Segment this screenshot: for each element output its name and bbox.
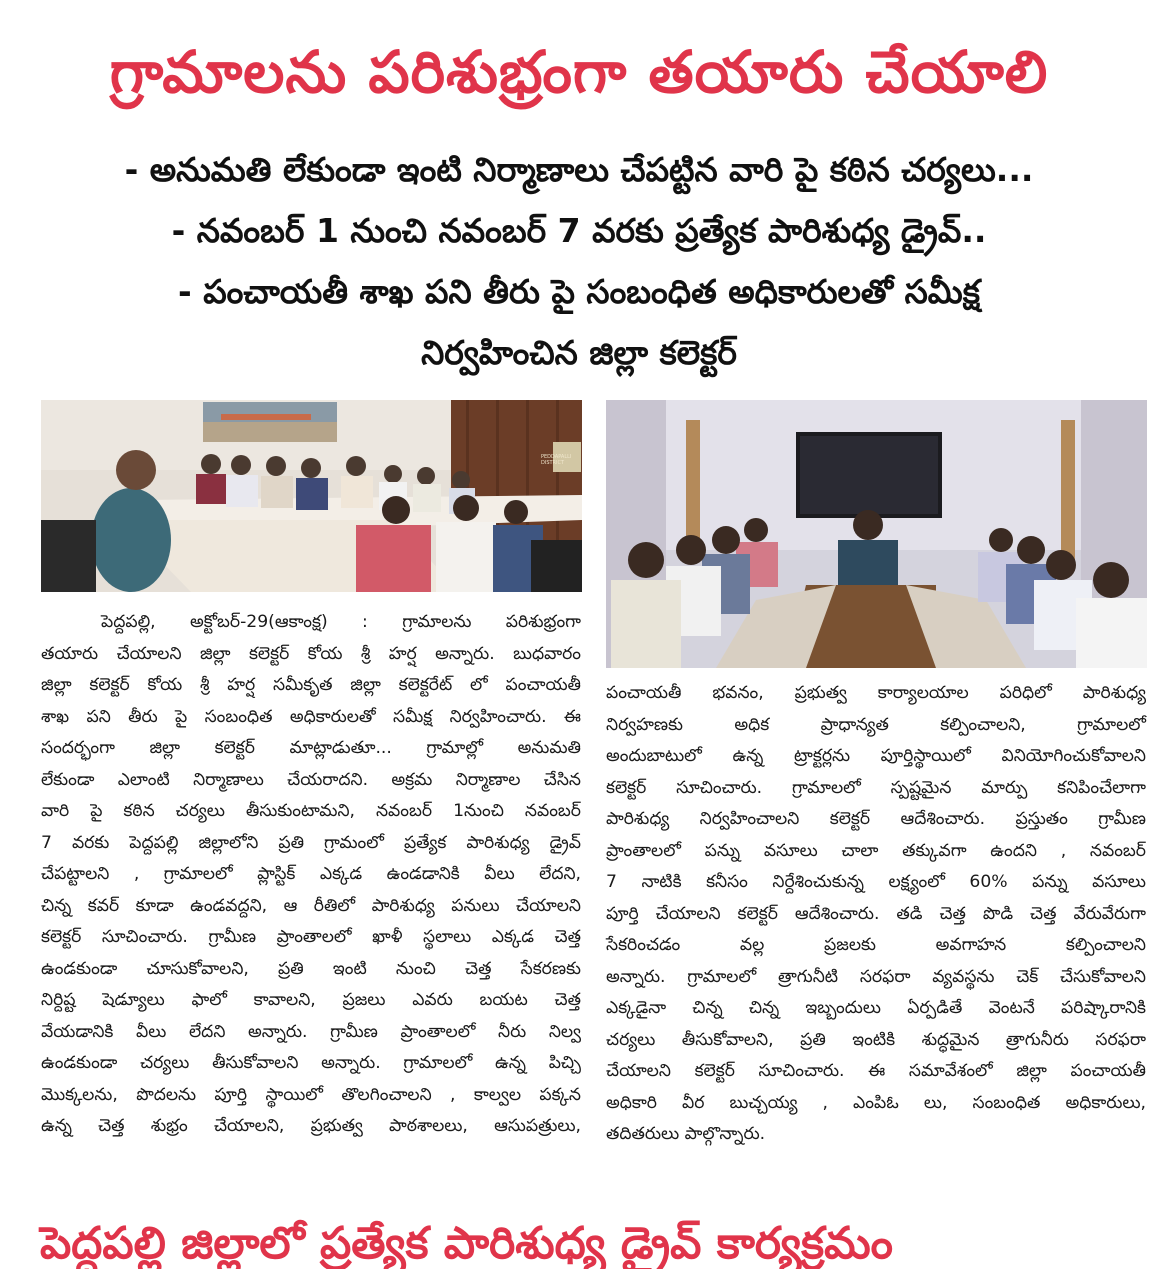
page-headline: గ్రామాలను పరిశుభ్రంగా తయారు చేయాలి [109,38,1049,106]
article-line: అధికారి వీర బుచ్చయ్య , ఎంపిఓ లు, సంబంధిత అధికారులు, [606,1092,1146,1113]
district-nameplate: PEDDAPALLI DISTRICT [541,454,572,466]
next-article-headline-fragment [40,1218,1120,1269]
article-line: పారిశుధ్య నిర్వహించాలని కలెక్టర్ ఆదేశించారు. ప్రస్తుతం గ్రామీణ [606,809,1146,829]
article-line: చర్యలు తీసుకోవాలని, ప్రతి ఇంటికి శుద్ధమైన త్రాగునీరు సరఫరా [606,1029,1146,1050]
next-article-headline-text: పెద్దపల్లి జిల్లాలో ప్రత్యేక పారిశుధ్య డ్రైవ్ కార్యక్రమం [40,1218,893,1269]
article-line: జిల్లా కలెక్టర్ కోయ శ్రీ హర్ష సమీకృత జిల్లా కలెక్టరేట్ లో పంచాయతీ [41,675,581,695]
article-line: పంచాయతీ భవనం, ప్రభుత్వ కార్యాలయాల పరిధిలో పారిశుధ్య [606,683,1146,703]
article-line: చేయాలని కలెక్టర్ సూచించారు. ఈ సమావేశంలో జిల్లా పంచాయతీ [606,1061,1146,1081]
meeting-photo-right-graphic [606,400,1147,668]
article-line: లేకుండా ఎలాంటి నిర్మాణాలు చేయరాదని. అక్రమ నిర్మాణాల చేసిన [41,769,581,790]
article-line: పూర్తి చేయాలని కలెక్టర్ ఆదేశించారు. తడి చెత్త పొడి చెత్త వేరువేరుగా [606,903,1146,924]
article-line: కలెక్టర్ సూచించారు. గ్రామీణ ప్రాంతాలలో ఖాళీ స్థలాలు ఎక్కడ చెత్త [41,927,581,947]
article-line: ఉండకుండా చూసుకోవాలని, ప్రతి ఇంటి నుంచి చెత్త సేకరణకు [41,958,581,979]
article-line: కలెక్టర్ సూచించారు. గ్రామాలలో స్పష్టమైన మార్పు కనిపించేలాగా [606,777,1146,798]
article-line: సందర్భంగా జిల్లా కలెక్టర్ మాట్లాడుతూ... గ్రామాల్లో అనుమతి [41,738,581,758]
meeting-photo-left [41,400,582,592]
subheadline-1: - అనుమతి లేకుండా ఇంటి నిర్మాణాలు చేపట్టిన వారి పై కఠిన చర్యలు... [124,150,1034,189]
article-line: తయారు చేయాలని జిల్లా కలెక్టర్ కోయ శ్రీ హర్ష అన్నారు. బుధవారం [41,643,581,664]
article-line: వారి పై కఠిన చర్యలు తీసుకుంటామని, నవంబర్ 1నుంచి నవంబర్ [41,801,581,821]
article-line: చిన్న కవర్ కూడా ఉండవద్దని, ఆ రీతిలో పారిశుధ్య పనులు చేయాలని [41,895,581,916]
article-line: ఉండకుండా చర్యలు తీసుకోవాలని అన్నారు. గ్రామాలలో ఉన్న పిచ్చి [41,1053,581,1073]
article-line: అన్నారు. గ్రామాలలో త్రాగునీటి సరఫరా వ్యవస్థను చెక్ చేసుకోవాలని [606,966,1146,987]
meeting-photo-left-graphic [41,400,582,592]
article-line: వేయడానికి వీలు లేదని అన్నారు. గ్రామీణ ప్రాంతాలలో నీరు నిల్వ [41,1021,581,1042]
meeting-photo-right [606,400,1147,668]
article-line: అందుబాటులో ఉన్న ట్రాక్టర్లను పూర్తిస్థాయిలో వినియోగించుకోవాలని [606,746,1146,766]
article-line: 7 నాటికి కనీసం నిర్దేశించుకున్న లక్ష్యంలో 60% పన్ను వసూలు [606,872,1146,892]
subheadline-4: నిర్వహించిన జిల్లా కలెక్టర్ [421,333,737,372]
article-line: ఎక్కడైనా చిన్న చిన్న ఇబ్బందులు ఏర్పడితే వెంటనే పరిష్కారానికి [606,998,1146,1018]
article-left-column [41,607,581,1143]
subheadline-2: - నవంబర్ 1 నుంచి నవంబర్ 7 వరకు ప్రత్యేక పారిశుధ్య డ్రైవ్.. [171,211,987,250]
article-line: మొక్కలను, పొదలను పూర్తి స్థాయిలో తొలగించాలని , కాల్వల పక్కన [41,1084,581,1105]
article-line: ఉన్న చెత్త శుభ్రం చేయాలని, ప్రభుత్వ పాఠశాలలు, ఆసుపత్రులు, [41,1116,581,1136]
article-line: ప్రాంతాలలో పన్ను వసూలు చాలా తక్కువగా ఉందని , నవంబర్ [606,840,1146,861]
article-line: 7 వరకు పెద్దపల్లి జిల్లాలోని ప్రతి గ్రామంలో ప్రత్యేక పారిశుధ్య డ్రైవ్ [41,832,581,853]
article-line: శాఖ పని తీరు పై సంబంధిత అధికారులతో సమీక్ష నిర్వహించారు. ఈ [41,706,581,727]
subheadline-3: - పంచాయతీ శాఖ పని తీరు పై సంబంధిత అధికారులతో సమీక్ష [178,272,980,311]
article-right-column [606,678,1146,1151]
article-line: నిర్దిష్ట షెడ్యూలు ఫాలో కావాలని, ప్రజలు ఎవరు బయట చెత్త [41,990,581,1010]
article-line: పెద్దపల్లి, అక్టోబర్-29(ఆకాంక్ష) : గ్రామాలను పరిశుభ్రంగా [101,612,581,632]
article-line: నిర్వహణకు అధిక ప్రాధాన్యత కల్పించాలని, గ్రామాలలో [606,714,1146,735]
article-line: తదితరులు పాల్గొన్నారు. [606,1124,766,1144]
article-line: సేకరించడం వల్ల ప్రజలకు అవగాహన కల్పించాలని [606,935,1146,955]
article-line: చేపట్టాలని , గ్రామాలలో ప్లాస్టిక్ ఎక్కడ ఉండడానికి వీలు లేదని, [41,864,581,884]
